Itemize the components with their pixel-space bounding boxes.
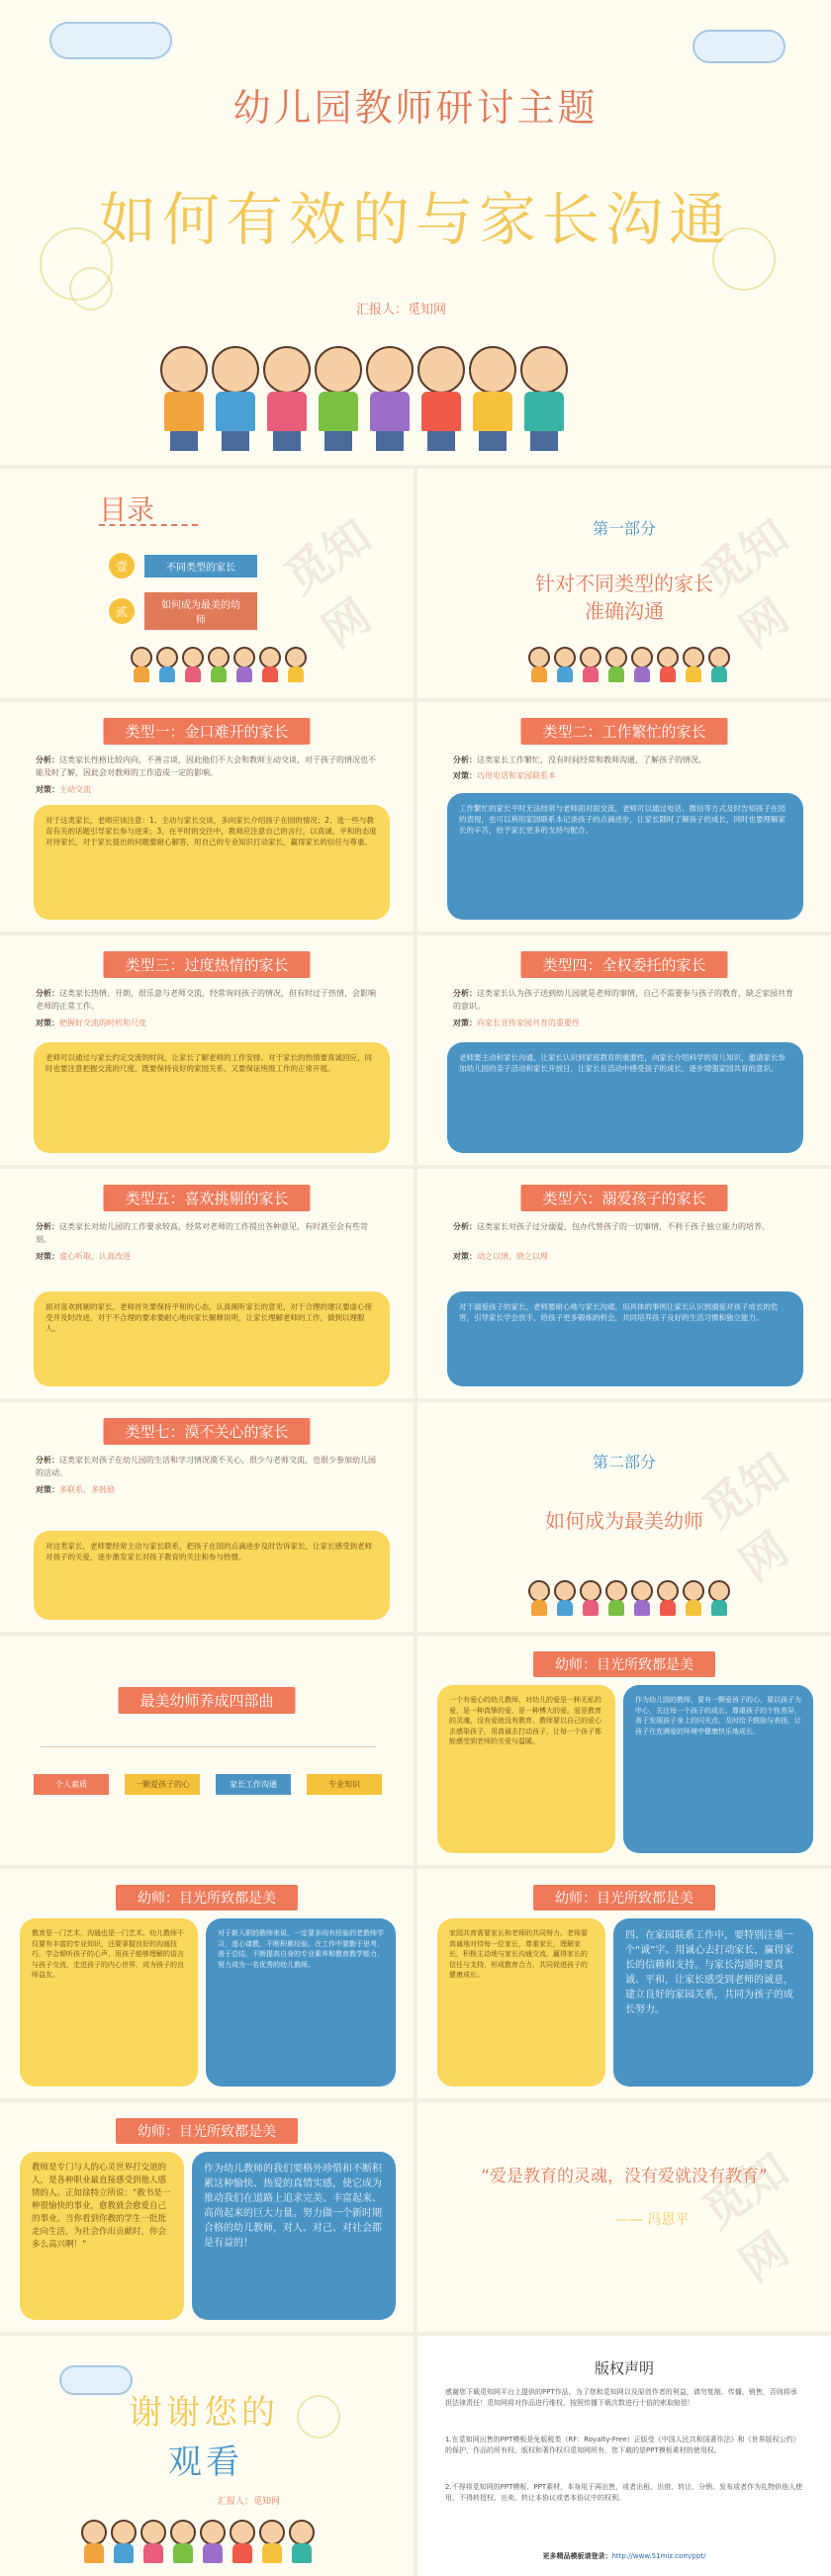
type1-slide	[0, 702, 414, 932]
slide-header: 幼师：目光所致都是美	[116, 2118, 298, 2144]
type3-strategy: 对策：把握好交流的时机和尺度	[36, 1019, 146, 1027]
slide-header: 类型七：漠不关心的家长	[103, 1418, 310, 1445]
children-illustration	[158, 346, 570, 451]
beauty2-yellow-box: 教育是一门艺术，沟通也是一门艺术。幼儿教师不仅要有丰富的专业知识，还要掌握良好的沟通技巧，学会倾听孩子的心声，用孩子能够理解的语言与孩子交流，走进孩子的内心世界，成为孩子的良师益友。	[20, 1918, 198, 2087]
type7-analysis: 分析：这类家长对孩子在幼儿园的生活和学习情况漠不关心，很少与老师交流，也很少参加幼儿园的活动。	[36, 1456, 376, 1477]
type5-strategy: 对策：虚心听取，认真改进	[36, 1252, 131, 1261]
slide-header: 类型四：全权委托的家长	[520, 951, 727, 978]
type1-box: 对于这类家长，老师应该注意：1、主动与家长交谈，多向家长介绍孩子在园的情况；2、选一些与教育有关的话题引导家长参与进来；3、在平时的交往中，教师应注意自己的言行，以真诚、平和的态度对待家长，对于家长提出的问题要耐心解答，用自己的专业知识打动家长，赢得家长的信任与尊重。	[34, 805, 390, 920]
copyright-intro: 感谢您下载觅知网平台上提供的PPT作品，为了您和觅知网以及原创作者的利益，请勿复制、传播、销售，否则将承担法律责任！觅知网将对作品进行维权，按照传播下载次数进行十倍的索取赔偿！	[445, 2388, 797, 2407]
type5-analysis: 分析：这类家长对幼儿园的工作要求较高，经常对老师的工作提出各种意见，有时甚至会有些苛刻。	[36, 1222, 368, 1244]
decor-circle	[69, 267, 113, 311]
type2-analysis: 分析：这类家长工作繁忙，没有时间经常和教师沟通，了解孩子的情况。	[453, 755, 706, 764]
beauty2-blue-box: 对于新入职的教师来说，一定要多向有经验的老教师学习，虚心请教，不断积累经验。在工作中要勤于思考，善于总结，不断提高自身的专业素养和教育教学能力，努力成为一名优秀的幼儿教师。	[206, 1918, 396, 2087]
slide-header: 类型二：工作繁忙的家长	[520, 718, 727, 745]
beauty3-yellow-box: 家园共育需要家长和老师的共同努力。老师要真诚地对待每一位家长，尊重家长，理解家长，积极主动地与家长沟通交流，赢得家长的信任与支持，形成教育合力，共同促进孩子的健康成长。	[437, 1918, 605, 2087]
cultivation-step-2: 一颗爱孩子的心	[125, 1774, 200, 1795]
divider	[40, 1746, 376, 1747]
type4-strategy: 对策：向家长宣传家园共育的重要性	[453, 1019, 580, 1027]
beauty4-yellow-box: 教师是专门与人的心灵世界打交道的人，是各种职业最直接感受到他人感情的人。正如徐特立所说：“教书是一种很愉快的事业，愈教就会愈爱自己的事业。当你看到你教的学生一批批走向生活，为社会作出贡献时，你会多么高兴啊！”	[20, 2152, 184, 2320]
type6-box: 对于溺爱孩子的家长，老师要耐心地与家长沟通，用具体的事例让家长认识到溺爱对孩子成长的危害，引导家长学会放手，给孩子更多锻炼的机会，共同培养孩子良好的生活习惯和独立能力。	[447, 1291, 803, 1386]
quote-text: “爱是教育的灵魂，没有爱就没有教育”	[481, 2167, 768, 2186]
cloud-icon	[59, 2365, 133, 2395]
copyright-item-1: 1.在觅知网出售的PPT模板是免版税类（RF：Royalty-Free）正版受《中国人民共和国著作法》和《世界版权公约》的保护，作品的所有权、版权和著作权归觅知网所有，您下载的是PPT模板素材的使用权。	[445, 2436, 800, 2454]
copyright-item-2: 2.不得将觅知网的PPT模板、PPT素材，本身用于再出售，或者出租、出借、转让、分销、发布或者作为礼物供他人使用，不得转授权、出卖、转让本协议或者本协议中的权利。	[445, 2483, 803, 2502]
watermark: 觅知网	[692, 508, 798, 659]
cultivation-step-3: 家长工作沟通	[216, 1774, 291, 1795]
beauty4-slide	[0, 2102, 414, 2332]
toc-item-label: 不同类型的家长	[144, 555, 257, 577]
type1-analysis: 分析：这类家长性格比较内向，不善言谈，因此他们不大会和教师主动交谈，对于孩子的情况也不能及时了解，因此会对教师的工作造成一定的影响。	[36, 755, 376, 777]
copyright-link[interactable]: http://www.51miz.com/ppt/	[611, 2552, 706, 2560]
toc-item-2[interactable]	[109, 592, 257, 630]
part1-title-line2: 准确沟通	[585, 599, 664, 623]
toc-item-num: 壹	[109, 553, 135, 578]
beauty4-blue-box: 作为幼儿教师的我们要格外珍惜和不断积累这种愉快、热爱的真情实感，使它成为推动我们在道路上追求完美、丰富起来、高尚起来的巨大力量。努力做一个新时期合格的幼儿教师，对人、对己、对社会都是有益的！	[192, 2152, 396, 2320]
slide-header: 幼师：目光所致都是美	[116, 1885, 298, 1910]
toc-item-label: 如何成为最美的幼师	[144, 592, 257, 630]
type7-slide	[0, 1402, 414, 1632]
cover-reporter: 汇报人：觅知网	[356, 303, 447, 317]
quote-slide	[417, 2102, 831, 2332]
type2-strategy: 对策：巧用电话和家园联系本	[453, 771, 556, 780]
slide-header: 类型三：过度热情的家长	[103, 951, 310, 978]
cloud-icon	[692, 30, 785, 63]
children-illustration	[526, 647, 732, 682]
type4-box: 老师要主动和家长沟通，让家长认识到家庭教育的重要性，向家长介绍科学的育儿知识，邀请家长参加幼儿园的亲子活动和家长开放日，让家长在活动中感受孩子的成长，逐步增强家园共育的意识。	[447, 1042, 803, 1153]
beauty1-yellow-box: 一个有爱心的幼儿教师，对幼儿的爱是一种无私的爱，是一种真挚的爱，是一种博大的爱。爱是教育的灵魂，没有爱就没有教育。教师要以自己的爱心去感染孩子，用真诚去打动孩子，让每一个孩子都能感受到老师的关爱与温暖。	[437, 1685, 615, 1853]
beauty3-blue-box: 四、在家园联系工作中，要特别注重一个“诚”字。用诚心去打动家长，赢得家长的信赖和支持。与家长沟通时要真诚、平和，让家长感受到老师的诚意，建立良好的家园关系，共同为孩子的成长努力。	[613, 1918, 813, 2087]
quote-author: —— 冯恩平	[615, 2212, 690, 2228]
toc-item-1[interactable]	[109, 553, 257, 578]
slide-header: 最美幼师养成四部曲	[118, 1687, 295, 1714]
decor-circle	[297, 2395, 340, 2439]
type4-analysis: 分析：这类家长认为孩子送到幼儿园就是老师的事情，自己不需要参与孩子的教育，缺乏家园共育的意识。	[453, 989, 793, 1011]
thanks-slide	[0, 2336, 414, 2576]
type1-strategy: 对策：主动交流	[36, 785, 91, 794]
cloud-icon	[49, 22, 172, 59]
copyright-slide	[417, 2336, 831, 2576]
part1-title-line1: 针对不同类型的家长	[535, 572, 713, 595]
copyright-more-label: 更多精品模板请登录：	[542, 2552, 612, 2560]
beauty1-blue-box: 作为幼儿园的教师，要有一颗爱孩子的心，要以孩子为中心，关注每一个孩子的成长，尊重孩子的个性差异，善于发现孩子身上的闪光点，及时给予鼓励与表扬，让孩子在充满爱的环境中健康快乐地成长。	[623, 1685, 813, 1853]
part2-slide	[417, 1402, 831, 1632]
watermark: 觅知网	[692, 1442, 798, 1592]
type7-box: 对这类家长，老师要经常主动与家长联系，把孩子在园的点滴进步及时告诉家长，让家长感受到老师对孩子的关爱，逐步激发家长对孩子教育的关注和参与热情。	[34, 1531, 390, 1620]
beauty2-slide	[0, 1869, 414, 2098]
children-illustration	[79, 2520, 317, 2563]
type6-analysis: 分析：这类家长对孩子过分溺爱，包办代替孩子的一切事情，不利于孩子独立能力的培养。	[453, 1222, 770, 1231]
slide-header: 幼师：目光所致都是美	[533, 1651, 715, 1677]
part1-label: 第一部分	[592, 519, 656, 538]
thanks-line1: 谢谢您的	[129, 2393, 279, 2433]
part2-title: 如何成为最美幼师	[545, 1509, 703, 1533]
copyright-title: 版权声明	[594, 2359, 654, 2377]
cover-title-main: 如何有效的与家长沟通	[98, 186, 732, 253]
copyright-more	[417, 2551, 831, 2561]
divider	[99, 524, 198, 526]
cultivation-step-4: 专业知识	[307, 1774, 382, 1795]
type7-strategy: 对策：多联系，多鼓励	[36, 1485, 115, 1494]
toc-slide	[0, 469, 414, 698]
beauty1-slide	[417, 1636, 831, 1865]
children-illustration	[129, 647, 309, 682]
children-illustration	[526, 1580, 732, 1616]
type3-slide	[0, 935, 414, 1165]
type4-slide	[417, 935, 831, 1165]
part1-slide	[417, 469, 831, 698]
beauty3-slide	[417, 1869, 831, 2098]
watermark: 觅知网	[274, 508, 381, 659]
slide-header: 幼师：目光所致都是美	[533, 1885, 715, 1910]
slide-header: 类型一：金口难开的家长	[103, 718, 310, 745]
thanks-line2: 观看	[168, 2443, 243, 2482]
type5-box: 面对喜欢挑剔的家长，老师首先要保持平和的心态，认真倾听家长的意见，对于合理的建议要虚心接受并及时改进，对于不合理的要求要耐心地向家长解释说明，让家长理解老师的工作，做到以理服人。	[34, 1291, 390, 1386]
cover-slide	[0, 0, 831, 465]
type2-slide	[417, 702, 831, 932]
watermark: 觅知网	[692, 2142, 798, 2292]
cover-title-top: 幼儿园教师研讨主题	[232, 86, 599, 130]
type6-slide	[417, 1169, 831, 1398]
toc-item-num: 贰	[109, 598, 135, 624]
type3-box: 老师可以通过与家长约定交流的时间，让家长了解老师的工作安排。对于家长的热情要真诚回应，同时也要注意把握交流的尺度，既要保持良好的家园关系，又要保证班级工作的正常开展。	[34, 1042, 390, 1153]
part2-label: 第二部分	[592, 1453, 656, 1471]
type5-slide	[0, 1169, 414, 1398]
thanks-reporter: 汇报人：觅知网	[218, 2497, 281, 2507]
type3-analysis: 分析：这类家长热情、开朗，很乐意与老师交流，经常询问孩子的情况，但有时过于热情，会影响老师的正常工作。	[36, 989, 376, 1011]
slide-header: 类型六：溺爱孩子的家长	[520, 1185, 727, 1211]
toc-title: 目录	[99, 493, 155, 526]
type6-strategy: 对策：动之以情，晓之以理	[453, 1252, 548, 1261]
type2-box: 工作繁忙的家长平时无法经常与老师面对面交流，老师可以通过电话、微信等方式及时告知孩子在园的表现，也可以利用家园联系本记录孩子的点滴进步，让家长随时了解孩子的成长，同时也要理解家长的辛苦，给予家长更多的支持与配合。	[447, 793, 803, 920]
cultivation-slide	[0, 1636, 414, 1865]
slide-header: 类型五：喜欢挑剔的家长	[103, 1185, 310, 1211]
cultivation-step-1: 个人素质	[34, 1774, 109, 1795]
